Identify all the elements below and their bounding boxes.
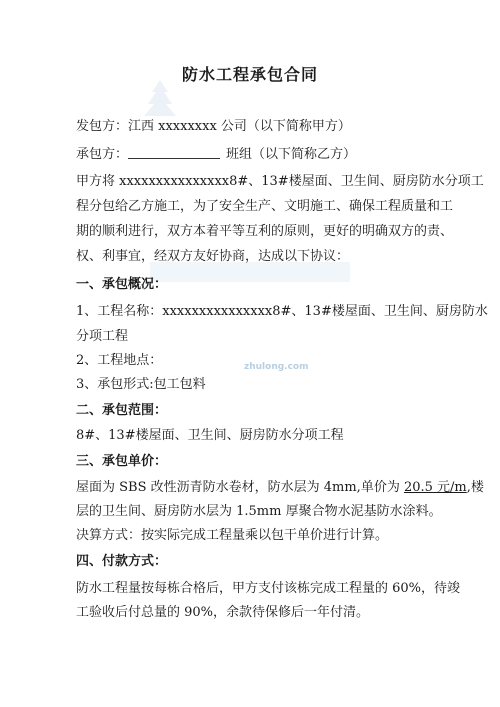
section-4-heading: 四、付款方式：	[76, 554, 168, 569]
unit-price-text: 屋面为 SBS 改性沥青防水卷材，防水层为 4mm,单价为	[76, 480, 404, 495]
party-b-suffix: 班组（以下简称乙方）	[226, 147, 357, 162]
section-2-heading: 二、承包范围：	[76, 403, 168, 418]
payment-line: 防水工程量按每栋合格后，甲方支付该栋完成工程量的 60%，待竣	[76, 581, 461, 596]
party-b-line	[76, 146, 356, 164]
intro-para-line: 期的顺利进行，双方本着平等互利的原则，更好的明确双方的责、	[76, 224, 454, 239]
intro-para-line: 权、利事宜，经双方友好协商，达成以下协议：	[76, 249, 350, 264]
unit-price-line	[76, 479, 484, 497]
party-a-line: 发包方：江西 xxxxxxxx 公司（以下简称甲方）	[76, 119, 351, 134]
unit-price-value: 20.5 元/m	[403, 480, 467, 495]
project-name-line: 1、工程名称：xxxxxxxxxxxxxxx8#、13#楼屋面、卫生间、厨房防水	[76, 304, 488, 319]
document-title: 防水工程承包合同	[181, 65, 318, 84]
contract-form-line: 3、承包形式:包工包料	[76, 377, 206, 392]
party-b-prefix: 承包方：	[76, 147, 129, 162]
intro-para-line: 甲方将 xxxxxxxxxxxxxxx8#、13#楼屋面、卫生间、厨房防水分项工	[76, 174, 484, 189]
intro-para-line: 程分包给乙方施工，为了安全生产、文明施工、确保工程质量和工	[76, 199, 454, 214]
unit-price-suffix: ,楼	[466, 480, 484, 495]
project-name-cont: 分项工程	[76, 329, 129, 344]
settlement-line: 决算方式：按实际完成工程量乘以包干单价进行计算。	[76, 528, 389, 543]
section-1-heading: 一、承包概况：	[76, 277, 168, 292]
watermark-text: zhulong.com	[244, 362, 309, 372]
section-3-heading: 三、承包单价：	[76, 454, 168, 469]
scope-line: 8#、13#楼屋面、卫生间、厨房防水分项工程	[76, 428, 344, 443]
party-b-blank	[128, 146, 220, 159]
payment-cont: 工验收后付总量的 90%，余款待保修后一年付清。	[76, 605, 370, 620]
unit-price-cont: 层的卫生间、厨房防水层为 1.5mm 厚聚合物水泥基防水涂料。	[76, 504, 442, 519]
project-location-line: 2、工程地点：	[76, 353, 163, 368]
